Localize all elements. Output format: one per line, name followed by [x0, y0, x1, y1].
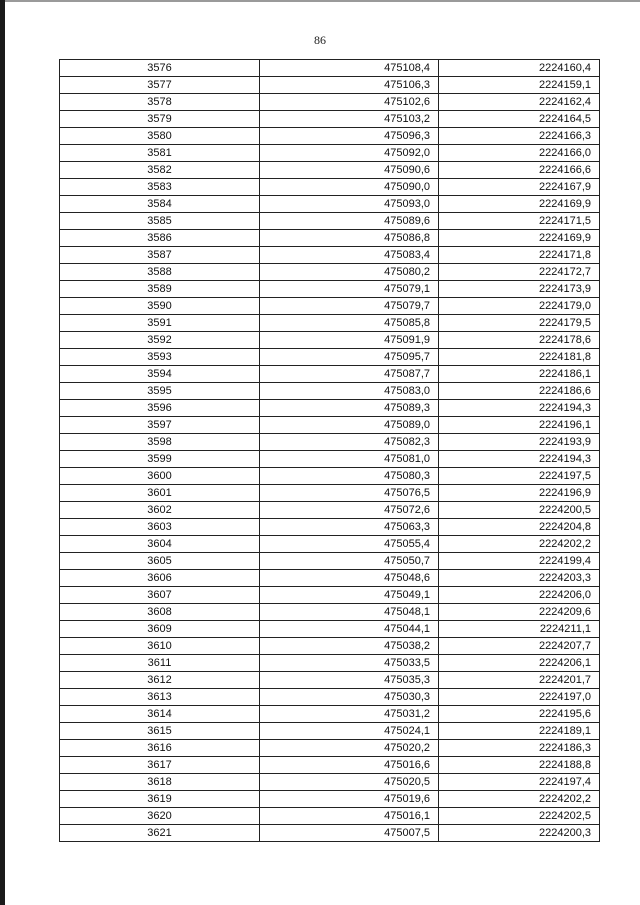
y-coordinate-cell: 2224197,5 — [439, 468, 600, 485]
point-number-cell: 3603 — [60, 519, 260, 536]
x-coordinate-cell: 475080,3 — [260, 468, 439, 485]
y-coordinate-cell: 2224207,7 — [439, 638, 600, 655]
table-row — [60, 298, 600, 315]
y-coordinate-cell: 2224196,9 — [439, 485, 600, 502]
y-coordinate-cell: 2224197,0 — [439, 689, 600, 706]
y-coordinate-cell: 2224202,2 — [439, 536, 600, 553]
point-number-cell: 3587 — [60, 247, 260, 264]
table-row — [60, 247, 600, 264]
y-coordinate-cell: 2224159,1 — [439, 77, 600, 94]
table-row — [60, 60, 600, 77]
point-number-cell: 3619 — [60, 791, 260, 808]
table-row — [60, 689, 600, 706]
x-coordinate-cell: 475044,1 — [260, 621, 439, 638]
x-coordinate-cell: 475086,8 — [260, 230, 439, 247]
y-coordinate-cell: 2224179,0 — [439, 298, 600, 315]
point-number-cell: 3598 — [60, 434, 260, 451]
x-coordinate-cell: 475091,9 — [260, 332, 439, 349]
point-number-cell: 3610 — [60, 638, 260, 655]
table-row — [60, 553, 600, 570]
point-number-cell: 3589 — [60, 281, 260, 298]
coordinates-table-body — [60, 60, 600, 842]
x-coordinate-cell: 475083,4 — [260, 247, 439, 264]
y-coordinate-cell: 2224202,5 — [439, 808, 600, 825]
x-coordinate-cell: 475076,5 — [260, 485, 439, 502]
x-coordinate-cell: 475016,6 — [260, 757, 439, 774]
y-coordinate-cell: 2224194,3 — [439, 451, 600, 468]
x-coordinate-cell: 475089,3 — [260, 400, 439, 417]
x-coordinate-cell: 475092,0 — [260, 145, 439, 162]
x-coordinate-cell: 475079,7 — [260, 298, 439, 315]
table-row — [60, 468, 600, 485]
y-coordinate-cell: 2224167,9 — [439, 179, 600, 196]
y-coordinate-cell: 2224201,7 — [439, 672, 600, 689]
point-number-cell: 3611 — [60, 655, 260, 672]
x-coordinate-cell: 475007,5 — [260, 825, 439, 842]
table-row — [60, 145, 600, 162]
table-row — [60, 94, 600, 111]
point-number-cell: 3609 — [60, 621, 260, 638]
point-number-cell: 3578 — [60, 94, 260, 111]
point-number-cell: 3586 — [60, 230, 260, 247]
point-number-cell: 3617 — [60, 757, 260, 774]
x-coordinate-cell: 475031,2 — [260, 706, 439, 723]
x-coordinate-cell: 475080,2 — [260, 264, 439, 281]
table-row — [60, 213, 600, 230]
table-row — [60, 77, 600, 94]
table-row — [60, 485, 600, 502]
point-number-cell: 3596 — [60, 400, 260, 417]
x-coordinate-cell: 475082,3 — [260, 434, 439, 451]
y-coordinate-cell: 2224206,0 — [439, 587, 600, 604]
table-row — [60, 196, 600, 213]
y-coordinate-cell: 2224202,2 — [439, 791, 600, 808]
point-number-cell: 3581 — [60, 145, 260, 162]
point-number-cell: 3582 — [60, 162, 260, 179]
y-coordinate-cell: 2224166,3 — [439, 128, 600, 145]
x-coordinate-cell: 475063,3 — [260, 519, 439, 536]
table-row — [60, 723, 600, 740]
x-coordinate-cell: 475087,7 — [260, 366, 439, 383]
point-number-cell: 3613 — [60, 689, 260, 706]
x-coordinate-cell: 475096,3 — [260, 128, 439, 145]
y-coordinate-cell: 2224204,8 — [439, 519, 600, 536]
y-coordinate-cell: 2224196,1 — [439, 417, 600, 434]
x-coordinate-cell: 475048,6 — [260, 570, 439, 587]
table-row — [60, 400, 600, 417]
y-coordinate-cell: 2224209,6 — [439, 604, 600, 621]
point-number-cell: 3612 — [60, 672, 260, 689]
point-number-cell: 3606 — [60, 570, 260, 587]
table-row — [60, 604, 600, 621]
y-coordinate-cell: 2224171,5 — [439, 213, 600, 230]
point-number-cell: 3592 — [60, 332, 260, 349]
x-coordinate-cell: 475035,3 — [260, 672, 439, 689]
point-number-cell: 3614 — [60, 706, 260, 723]
y-coordinate-cell: 2224169,9 — [439, 196, 600, 213]
y-coordinate-cell: 2224203,3 — [439, 570, 600, 587]
x-coordinate-cell: 475050,7 — [260, 553, 439, 570]
y-coordinate-cell: 2224186,6 — [439, 383, 600, 400]
point-number-cell: 3620 — [60, 808, 260, 825]
x-coordinate-cell: 475089,6 — [260, 213, 439, 230]
x-coordinate-cell: 475055,4 — [260, 536, 439, 553]
y-coordinate-cell: 2224206,1 — [439, 655, 600, 672]
table-row — [60, 638, 600, 655]
table-row — [60, 315, 600, 332]
table-row — [60, 179, 600, 196]
point-number-cell: 3591 — [60, 315, 260, 332]
point-number-cell: 3583 — [60, 179, 260, 196]
table-row — [60, 383, 600, 400]
table-row — [60, 281, 600, 298]
x-coordinate-cell: 475019,6 — [260, 791, 439, 808]
y-coordinate-cell: 2224181,8 — [439, 349, 600, 366]
x-coordinate-cell: 475089,0 — [260, 417, 439, 434]
y-coordinate-cell: 2224200,5 — [439, 502, 600, 519]
x-coordinate-cell: 475020,2 — [260, 740, 439, 757]
x-coordinate-cell: 475085,8 — [260, 315, 439, 332]
y-coordinate-cell: 2224188,8 — [439, 757, 600, 774]
table-row — [60, 349, 600, 366]
y-coordinate-cell: 2224199,4 — [439, 553, 600, 570]
x-coordinate-cell: 475102,6 — [260, 94, 439, 111]
y-coordinate-cell: 2224186,1 — [439, 366, 600, 383]
point-number-cell: 3615 — [60, 723, 260, 740]
coordinates-table — [59, 59, 600, 842]
x-coordinate-cell: 475108,4 — [260, 60, 439, 77]
table-row — [60, 502, 600, 519]
y-coordinate-cell: 2224160,4 — [439, 60, 600, 77]
point-number-cell: 3576 — [60, 60, 260, 77]
y-coordinate-cell: 2224195,6 — [439, 706, 600, 723]
table-row — [60, 740, 600, 757]
y-coordinate-cell: 2224197,4 — [439, 774, 600, 791]
x-coordinate-cell: 475049,1 — [260, 587, 439, 604]
point-number-cell: 3594 — [60, 366, 260, 383]
table-row — [60, 230, 600, 247]
point-number-cell: 3579 — [60, 111, 260, 128]
table-row — [60, 451, 600, 468]
table-row — [60, 417, 600, 434]
point-number-cell: 3607 — [60, 587, 260, 604]
x-coordinate-cell: 475072,6 — [260, 502, 439, 519]
table-row — [60, 434, 600, 451]
point-number-cell: 3580 — [60, 128, 260, 145]
x-coordinate-cell: 475083,0 — [260, 383, 439, 400]
point-number-cell: 3618 — [60, 774, 260, 791]
table-row — [60, 672, 600, 689]
y-coordinate-cell: 2224193,9 — [439, 434, 600, 451]
y-coordinate-cell: 2224171,8 — [439, 247, 600, 264]
x-coordinate-cell: 475030,3 — [260, 689, 439, 706]
table-row — [60, 791, 600, 808]
point-number-cell: 3597 — [60, 417, 260, 434]
x-coordinate-cell: 475093,0 — [260, 196, 439, 213]
x-coordinate-cell: 475081,0 — [260, 451, 439, 468]
point-number-cell: 3593 — [60, 349, 260, 366]
x-coordinate-cell: 475048,1 — [260, 604, 439, 621]
x-coordinate-cell: 475020,5 — [260, 774, 439, 791]
table-row — [60, 570, 600, 587]
table-row — [60, 519, 600, 536]
point-number-cell: 3595 — [60, 383, 260, 400]
point-number-cell: 3600 — [60, 468, 260, 485]
x-coordinate-cell: 475106,3 — [260, 77, 439, 94]
x-coordinate-cell: 475090,6 — [260, 162, 439, 179]
x-coordinate-cell: 475024,1 — [260, 723, 439, 740]
table-row — [60, 332, 600, 349]
table-row — [60, 706, 600, 723]
x-coordinate-cell: 475038,2 — [260, 638, 439, 655]
page-top-edge — [0, 0, 640, 2]
y-coordinate-cell: 2224166,6 — [439, 162, 600, 179]
table-row — [60, 111, 600, 128]
point-number-cell: 3608 — [60, 604, 260, 621]
table-row — [60, 366, 600, 383]
y-coordinate-cell: 2224179,5 — [439, 315, 600, 332]
x-coordinate-cell: 475079,1 — [260, 281, 439, 298]
table-row — [60, 655, 600, 672]
table-row — [60, 757, 600, 774]
point-number-cell: 3601 — [60, 485, 260, 502]
point-number-cell: 3602 — [60, 502, 260, 519]
table-row — [60, 621, 600, 638]
y-coordinate-cell: 2224162,4 — [439, 94, 600, 111]
point-number-cell: 3621 — [60, 825, 260, 842]
point-number-cell: 3588 — [60, 264, 260, 281]
table-row — [60, 587, 600, 604]
page-number: 86 — [314, 33, 326, 47]
x-coordinate-cell: 475016,1 — [260, 808, 439, 825]
x-coordinate-cell: 475033,5 — [260, 655, 439, 672]
point-number-cell: 3577 — [60, 77, 260, 94]
x-coordinate-cell: 475090,0 — [260, 179, 439, 196]
y-coordinate-cell: 2224189,1 — [439, 723, 600, 740]
y-coordinate-cell: 2224186,3 — [439, 740, 600, 757]
x-coordinate-cell: 475095,7 — [260, 349, 439, 366]
y-coordinate-cell: 2224169,9 — [439, 230, 600, 247]
table-row — [60, 774, 600, 791]
x-coordinate-cell: 475103,2 — [260, 111, 439, 128]
table-row — [60, 162, 600, 179]
point-number-cell: 3616 — [60, 740, 260, 757]
table-row — [60, 825, 600, 842]
y-coordinate-cell: 2224200,3 — [439, 825, 600, 842]
y-coordinate-cell: 2224211,1 — [439, 621, 600, 638]
y-coordinate-cell: 2224164,5 — [439, 111, 600, 128]
table-row — [60, 536, 600, 553]
table-row — [60, 808, 600, 825]
y-coordinate-cell: 2224173,9 — [439, 281, 600, 298]
point-number-cell: 3604 — [60, 536, 260, 553]
point-number-cell: 3585 — [60, 213, 260, 230]
table-row — [60, 128, 600, 145]
point-number-cell: 3605 — [60, 553, 260, 570]
y-coordinate-cell: 2224172,7 — [439, 264, 600, 281]
point-number-cell: 3590 — [60, 298, 260, 315]
y-coordinate-cell: 2224194,3 — [439, 400, 600, 417]
page-left-edge — [0, 0, 5, 905]
table-row — [60, 264, 600, 281]
y-coordinate-cell: 2224166,0 — [439, 145, 600, 162]
y-coordinate-cell: 2224178,6 — [439, 332, 600, 349]
point-number-cell: 3584 — [60, 196, 260, 213]
point-number-cell: 3599 — [60, 451, 260, 468]
